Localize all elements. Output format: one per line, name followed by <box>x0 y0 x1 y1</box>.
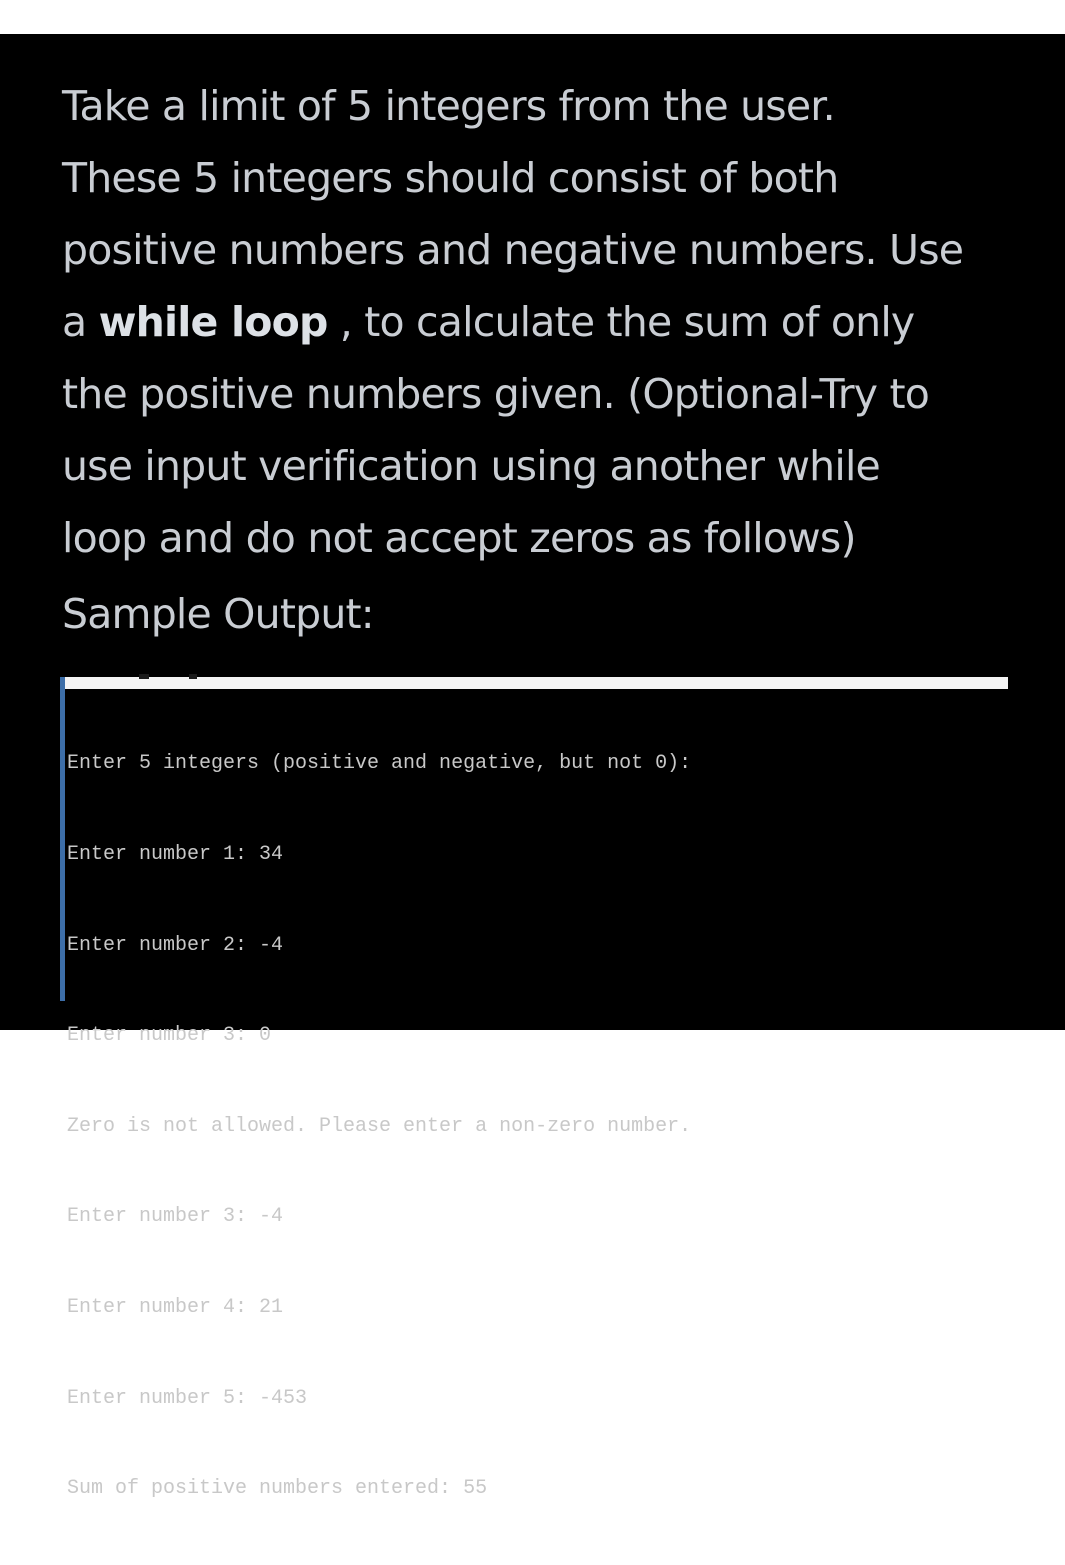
console-line: Sum of positive numbers entered: 55 <box>67 1477 488 1501</box>
console-line: Enter number 3: 0 <box>67 1024 272 1048</box>
prompt-line <box>62 286 1022 358</box>
prompt-line: positive numbers and negative numbers. Use <box>62 226 964 274</box>
console-line: Enter number 1: 34 <box>67 843 284 867</box>
prompt-line-suffix: , to calculate the sum of only <box>327 298 915 346</box>
prompt-line: Take a limit of 5 integers from the user. <box>62 82 835 130</box>
console-line: Zero is not allowed. Please enter a non-zero number. <box>67 1114 692 1138</box>
cropped-glyph <box>189 674 197 679</box>
prompt-line-prefix: a <box>62 298 99 346</box>
console-line: Enter number 5: -453 <box>67 1386 308 1410</box>
console-line: Enter number 2: -4 <box>67 933 284 957</box>
console-output <box>67 689 691 1565</box>
cropped-glyph <box>139 674 149 679</box>
console-line: Enter number 4: 21 <box>67 1296 284 1320</box>
console-line: Enter number 3: -4 <box>67 1205 284 1229</box>
prompt-line: These 5 integers should consist of both <box>62 154 839 202</box>
bold-term-while-loop: while loop <box>98 298 328 346</box>
console-screenshot <box>60 677 1013 1501</box>
console-line: Enter 5 integers (positive and negative, but not 0): <box>67 752 692 776</box>
prompt-line: the positive numbers given. (Optional-Try to <box>62 370 930 418</box>
prompt-line: use input verification using another while <box>62 442 880 490</box>
prompt-line: loop and do not accept zeros as follows) <box>62 514 856 562</box>
assignment-prompt <box>62 70 1022 574</box>
sample-output-heading: Sample Output: <box>62 590 374 638</box>
console-title-bar <box>65 677 1008 689</box>
content-panel <box>0 34 1065 1501</box>
